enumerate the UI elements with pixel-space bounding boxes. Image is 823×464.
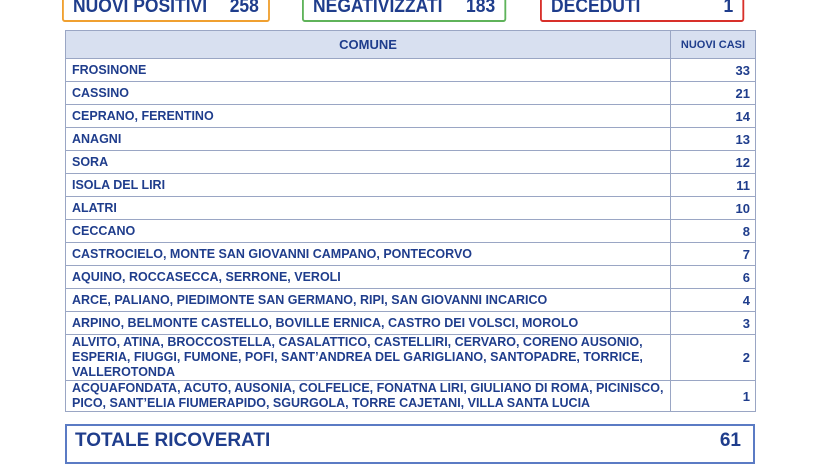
table-row [66,220,756,243]
comune-cell: CASSINO [66,82,671,105]
negativizzati-value: 183 [466,0,496,17]
nuovi-casi-cell: 13 [671,128,756,151]
negativizzati-box [302,0,506,22]
table-row [66,381,756,412]
totale-ricoverati-label: TOTALE RICOVERATI [75,430,271,451]
deceduti-box [540,0,744,22]
comune-cell: SORA [66,151,671,174]
table-row [66,151,756,174]
totale-ricoverati-box [65,424,755,464]
deceduti-label: DECEDUTI [551,0,641,17]
table-row [66,105,756,128]
comune-cell: ANAGNI [66,128,671,151]
table-row [66,289,756,312]
nuovi-positivi-label: NUOVI POSITIVI [73,0,208,17]
table-row [66,174,756,197]
table-row [66,312,756,335]
nuovi-casi-cell: 14 [671,105,756,128]
nuovi-casi-cell: 6 [671,266,756,289]
nuovi-positivi-box [62,0,270,22]
table-row [66,243,756,266]
comune-cell: FROSINONE [66,59,671,82]
table-row [66,82,756,105]
nuovi-casi-cell: 12 [671,151,756,174]
nuovi-casi-cell: 3 [671,312,756,335]
table-row [66,335,756,381]
comuni-table [65,30,756,412]
nuovi-positivi-value: 258 [229,0,259,17]
deceduti-value: 1 [723,0,734,17]
comune-cell: ALVITO, ATINA, BROCCOSTELLA, CASALATTICO, CASTELLIRI, CERVARO, CORENO AUSONIO, ESPERIA, FIUGGI, FUMONE, POFI, SANT’ANDREA DEL GARIGLIANO, SANTOPADRE, TORRICE, VALLEROTONDA [66,335,671,381]
comune-cell: CASTROCIELO, MONTE SAN GIOVANNI CAMPANO, PONTECORVO [66,243,671,266]
table-row [66,197,756,220]
comune-cell: CEPRANO, FERENTINO [66,105,671,128]
header-comune: COMUNE [66,31,671,59]
table-row [66,128,756,151]
table-header-row [66,31,756,59]
nuovi-casi-cell: 11 [671,174,756,197]
nuovi-casi-cell: 7 [671,243,756,266]
nuovi-casi-cell: 10 [671,197,756,220]
comune-cell: AQUINO, ROCCASECCA, SERRONE, VEROLI [66,266,671,289]
header-nuovi-casi: NUOVI CASI [671,31,756,59]
nuovi-casi-cell: 33 [671,59,756,82]
comune-cell: CECCANO [66,220,671,243]
totale-ricoverati-value: 61 [719,430,741,451]
nuovi-casi-cell: 8 [671,220,756,243]
nuovi-casi-cell: 21 [671,82,756,105]
nuovi-casi-cell: 1 [671,381,756,412]
comune-cell: ARPINO, BELMONTE CASTELLO, BOVILLE ERNICA, CASTRO DEI VOLSCI, MOROLO [66,312,671,335]
nuovi-casi-cell: 4 [671,289,756,312]
nuovi-casi-cell: 2 [671,335,756,381]
table-row [66,59,756,82]
comune-cell: ACQUAFONDATA, ACUTO, AUSONIA, COLFELICE, FONATNA LIRI, GIULIANO DI ROMA, PICINISCO, PICO, SANT’ELIA FIUMERAPIDO, SGURGOLA, TORRE CAJETANI, VILLA SANTA LUCIA [66,381,671,412]
negativizzati-label: NEGATIVIZZATI [313,0,443,17]
comune-cell: ARCE, PALIANO, PIEDIMONTE SAN GERMANO, RIPI, SAN GIOVANNI INCARICO [66,289,671,312]
table-row [66,266,756,289]
comune-cell: ALATRI [66,197,671,220]
comune-cell: ISOLA DEL LIRI [66,174,671,197]
